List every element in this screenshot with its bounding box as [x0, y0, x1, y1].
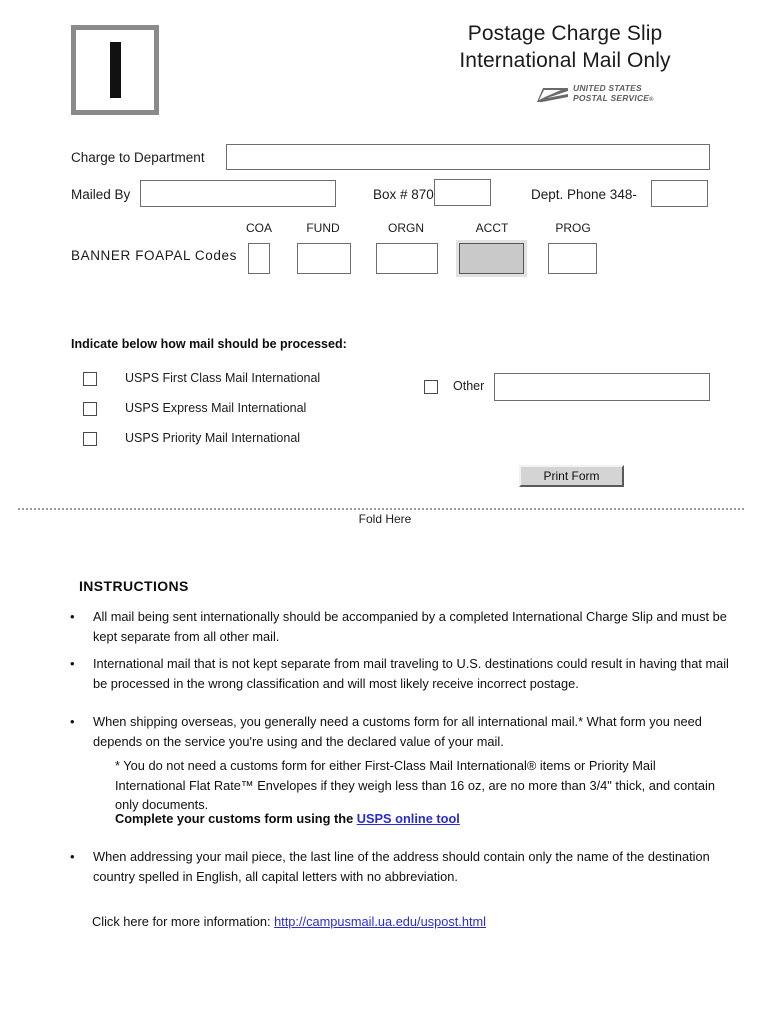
complete-customs-form-line: [115, 809, 735, 829]
charge-to-department-label: Charge to Department: [71, 150, 205, 165]
customs-form-footnote: * You do not need a customs form for either First-Class Mail International® items or Priority Mail International Flat Rate™ Envelopes if they weigh less than 16 oz, are no more than 3/4" thick, and contain only documents.: [115, 758, 715, 812]
instruction-text: When addressing your mail piece, the last line of the address should contain only the name of the destination country spelled in English, all capital letters with no abbreviation.: [93, 849, 710, 884]
instructions-title: INSTRUCTIONS: [79, 578, 189, 594]
registered-mark-icon: ®: [649, 96, 654, 103]
instruction-bullet: [70, 712, 730, 751]
usps-eagle-icon: [537, 86, 569, 103]
banner-foapal-codes-label: BANNER FOAPAL Codes: [71, 248, 237, 263]
option-row-other[interactable]: [424, 379, 484, 394]
page-title: [400, 20, 730, 74]
fund-input[interactable]: [297, 243, 351, 274]
bullet-dot-icon: •: [70, 656, 75, 671]
fold-divider: [18, 508, 746, 510]
other-option-input[interactable]: [494, 373, 710, 401]
prog-input[interactable]: [548, 243, 597, 274]
mailed-by-input[interactable]: [140, 180, 336, 207]
option-row-first-class[interactable]: [83, 371, 320, 386]
instruction-bullet: [70, 654, 730, 693]
option-label-express: USPS Express Mail International: [125, 401, 307, 415]
usps-wordmark-line-2: POSTAL SERVICE®: [573, 92, 654, 103]
dept-phone-label: Dept. Phone 348-: [531, 187, 637, 202]
checkbox-first-class-icon[interactable]: [83, 372, 97, 386]
more-information-line: [92, 912, 486, 931]
instruction-text: All mail being sent internationally should be accompanied by a completed International Charge Slip and must be kept separate from all other mail.: [93, 609, 727, 644]
checkbox-other-icon[interactable]: [424, 380, 438, 394]
bullet-dot-icon: •: [70, 609, 75, 624]
option-row-priority[interactable]: [83, 431, 300, 446]
coa-column-header: COA: [245, 221, 272, 235]
instruction-text: International mail that is not kept separate from mail traveling to U.S. destinations could result in having that mail be processed in the wrong classification and will most likely receive incorrect postage.: [93, 656, 729, 691]
mailed-by-label: Mailed By: [71, 187, 131, 202]
bullet-dot-icon: •: [70, 714, 75, 729]
instruction-bullet: [70, 847, 730, 886]
complete-customs-form-prefix: Complete your customs form using the: [115, 811, 357, 826]
institution-logo-box: [71, 25, 159, 115]
box-number-label: Box # 870: [373, 187, 434, 202]
title-line-2: International Mail Only: [459, 49, 671, 72]
box-number-input[interactable]: [434, 179, 491, 206]
instruction-text: When shipping overseas, you generally need a customs form for all international mail.* What form you need depends on the service you're using and the declared value of your mail.: [93, 714, 702, 749]
orgn-column-header: ORGN: [388, 221, 424, 235]
logo-inner-frame: [76, 30, 154, 110]
charge-to-department-input[interactable]: [226, 144, 710, 170]
instruction-bullet: [70, 607, 730, 646]
acct-input[interactable]: [459, 243, 524, 274]
usps-wordmark-line-1: UNITED STATES: [573, 83, 642, 93]
processing-instructions-heading: Indicate below how mail should be processed:: [71, 337, 347, 351]
coa-input[interactable]: [248, 243, 270, 274]
title-line-1: Postage Charge Slip: [467, 22, 663, 45]
checkbox-express-icon[interactable]: [83, 402, 97, 416]
orgn-input[interactable]: [376, 243, 438, 274]
usps-wordmark: [573, 84, 654, 105]
print-form-button[interactable]: Print Form: [519, 465, 624, 487]
fold-here-label: Fold Here: [358, 512, 412, 526]
usps-online-tool-link[interactable]: USPS online tool: [356, 811, 460, 826]
campusmail-url-link[interactable]: http://campusmail.ua.edu/uspost.html: [274, 914, 487, 929]
option-label-other: Other: [453, 379, 485, 393]
more-information-prefix: Click here for more information:: [92, 914, 275, 929]
option-row-express[interactable]: [83, 401, 306, 416]
checkbox-priority-icon[interactable]: [83, 432, 97, 446]
usps-logo: [537, 84, 654, 105]
fund-column-header: FUND: [306, 221, 340, 235]
bullet-dot-icon: •: [70, 849, 75, 864]
prog-column-header: PROG: [555, 221, 591, 235]
dept-phone-input[interactable]: [651, 180, 708, 207]
option-label-priority: USPS Priority Mail International: [125, 431, 301, 445]
logo-letter-i-icon: [110, 42, 121, 98]
acct-column-header: ACCT: [475, 221, 509, 235]
option-label-first-class: USPS First Class Mail International: [125, 371, 321, 385]
